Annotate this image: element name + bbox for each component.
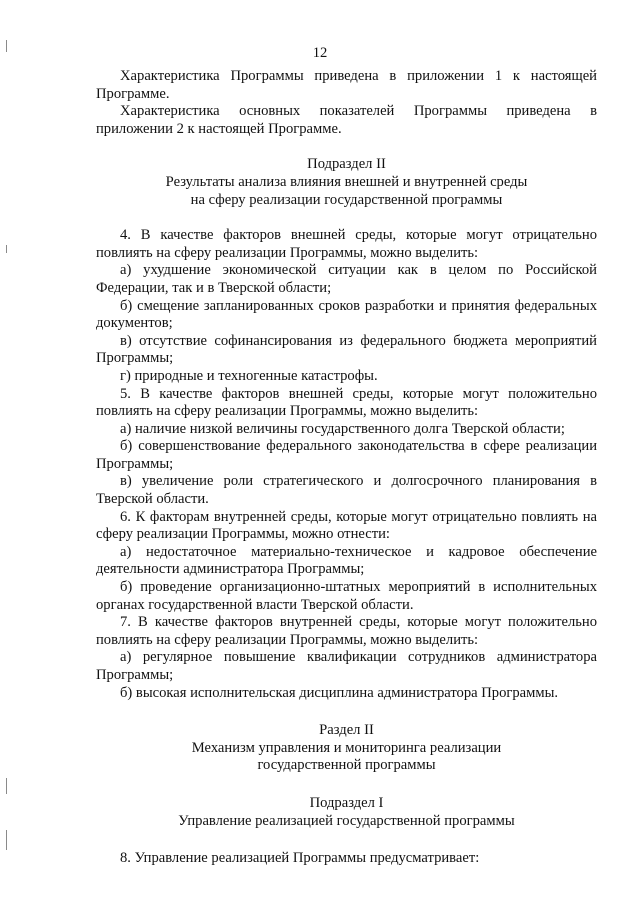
margin-mark: [6, 245, 7, 253]
subsection-title: Управление реализацией государственной программы: [178, 812, 515, 829]
subsection-title: Результаты анализа влияния внешней и внутренней среды: [165, 173, 528, 190]
margin-mark: [6, 830, 7, 850]
paragraph: в) отсутствие софинансирования из федерального бюджета мероприятий Программы;: [96, 332, 597, 367]
page-number: 12: [312, 45, 328, 61]
factors-paragraphs: [96, 227, 597, 702]
subsection-1-heading: [96, 795, 597, 830]
subsection-title: на сферу реализации государственной программы: [190, 191, 503, 208]
paragraph: Характеристика основных показателей Программы приведена в приложении 2 к настоящей Программе.: [96, 103, 597, 137]
paragraph: 4. В качестве факторов внешней среды, которые могут отрицательно повлиять на сферу реализации Программы, можно выделить:: [96, 227, 597, 261]
section-2-heading: [96, 722, 597, 775]
paragraph: Характеристика Программы приведена в приложении 1 к настоящей Программе.: [96, 68, 597, 102]
section-title: государственной программы: [257, 757, 436, 774]
paragraph: 5. В качестве факторов внешней среды, которые могут положительно повлиять на сферу реализации Программы, можно выделить:: [96, 385, 597, 420]
paragraph: 7. В качестве факторов внутренней среды, которые могут положительно повлиять на сферу реализации Программы, можно выделить:: [96, 614, 597, 648]
paragraph: г) природные и техногенные катастрофы.: [120, 367, 378, 384]
subsection-label: Подраздел I: [309, 794, 384, 811]
subsection-label: Подраздел II: [307, 156, 386, 173]
paragraph: а) регулярное повышение квалификации сотрудников администратора Программы;: [96, 649, 597, 683]
section-label: Раздел II: [319, 722, 374, 739]
paragraph: 6. К факторам внутренней среды, которые могут отрицательно повлиять на сферу реализации Программы, можно отнести:: [96, 508, 597, 543]
paragraph: б) высокая исполнительская дисциплина администратора Программы.: [120, 684, 559, 701]
paragraph: а) ухудшение экономической ситуации как в целом по Российской Федерации, так и в Тверской области;: [96, 262, 597, 296]
paragraph: б) смещение запланированных сроков разработки и принятия федеральных документов;: [96, 297, 597, 332]
subsection-2-heading: [96, 156, 597, 209]
document-body: [96, 68, 597, 868]
management-paragraphs: [96, 850, 597, 868]
intro-paragraphs: [96, 68, 597, 138]
section-title: Механизм управления и мониторинга реализации: [191, 739, 502, 756]
paragraph: 8. Управление реализацией Программы предусматривает:: [120, 850, 480, 867]
paragraph: в) увеличение роли стратегического и долгосрочного планирования в Тверской области.: [96, 473, 597, 508]
paragraph: а) недостаточное материально-техническое и кадровое обеспечение деятельности администратора Программы;: [96, 543, 597, 578]
paragraph: б) совершенствование федерального законодательства в сфере реализации Программы;: [96, 438, 597, 472]
margin-mark: [6, 778, 7, 794]
paragraph: а) наличие низкой величины государственного долга Тверской области;: [120, 420, 565, 437]
paragraph: б) проведение организационно-штатных мероприятий в исполнительных органах государственной власти Тверской области.: [96, 579, 597, 613]
